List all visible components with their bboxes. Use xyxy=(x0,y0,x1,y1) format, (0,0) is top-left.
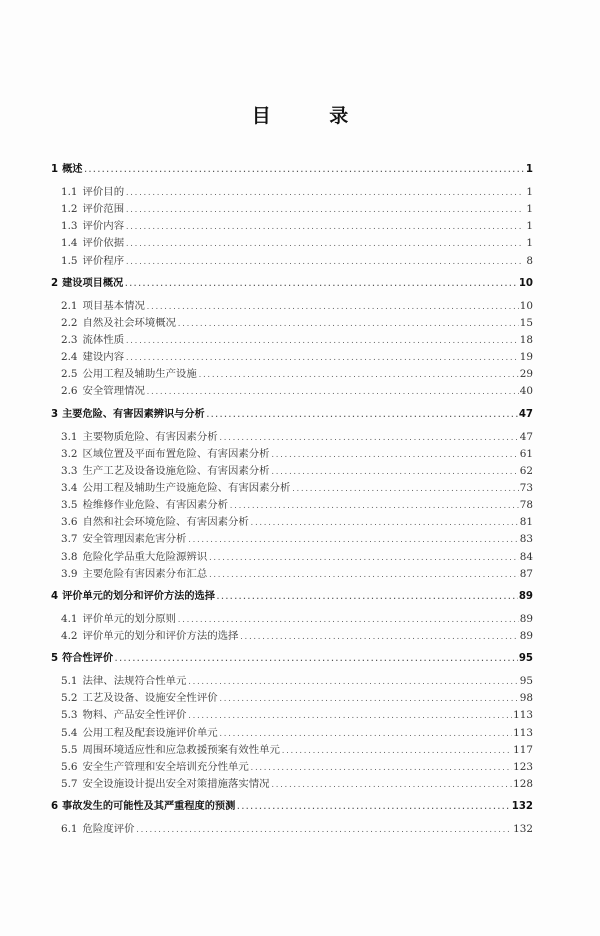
dot-leader xyxy=(124,275,518,293)
toc-section-entry[interactable] xyxy=(51,690,533,707)
toc-entry-title: 周围环境适应性和应急救援预案有效性单元 xyxy=(82,743,280,756)
toc-entry-title: 评价范围 xyxy=(82,203,125,216)
toc-section-entry[interactable] xyxy=(51,821,533,838)
toc-entry-page-number: 1 xyxy=(525,164,533,175)
toc-entry-page-number: 89 xyxy=(518,590,533,602)
dot-leader xyxy=(271,447,519,464)
toc-section-entry[interactable] xyxy=(51,184,533,201)
dot-leader xyxy=(187,674,518,691)
toc-entry-title: 危险化学品重大危险源辨识 xyxy=(82,550,208,563)
dot-leader xyxy=(125,219,524,236)
page-title: 目 录 xyxy=(251,105,375,127)
toc-entry-number: 3.2 xyxy=(61,447,78,460)
toc-section-entry[interactable] xyxy=(51,315,533,332)
toc-entry-number: 1.4 xyxy=(61,237,78,250)
toc-entry-page-number: 15 xyxy=(519,316,533,329)
toc-entry-number: 5.7 xyxy=(61,777,78,790)
toc-entry-title: 事故发生的可能性及其严重程度的预测 xyxy=(62,801,236,813)
dot-leader xyxy=(291,481,518,498)
toc-entry-number: 2.2 xyxy=(61,316,78,329)
toc-section-entry[interactable] xyxy=(51,218,533,235)
toc-entry-title: 流体性质 xyxy=(82,333,125,346)
toc-section-entry[interactable] xyxy=(51,725,533,742)
dot-leader xyxy=(198,367,519,384)
toc-entry-number: 3.4 xyxy=(61,481,78,494)
toc-chapter-entry[interactable] xyxy=(51,798,533,816)
dot-leader xyxy=(219,726,513,743)
toc-entry-page-number: 128 xyxy=(513,777,533,790)
toc-section-entry[interactable] xyxy=(51,742,533,759)
toc-entry-number: 5.6 xyxy=(61,760,78,773)
toc-entry-page-number: 117 xyxy=(513,743,533,756)
dot-leader xyxy=(83,161,524,179)
toc-entry-page-number: 40 xyxy=(519,385,533,398)
toc-section-entry[interactable] xyxy=(51,549,533,566)
toc-entry-page-number: 113 xyxy=(513,709,533,722)
toc-section-entry[interactable] xyxy=(51,707,533,724)
toc-entry-title: 建设内容 xyxy=(82,351,125,364)
dot-leader xyxy=(146,384,519,401)
toc-entry-number: 5.1 xyxy=(61,675,78,688)
toc-entry-page-number: 81 xyxy=(519,516,533,529)
toc-entry-title: 概述 xyxy=(62,164,83,175)
toc-entry-page-number: 1 xyxy=(526,186,533,198)
toc-section-entry[interactable] xyxy=(51,497,533,514)
toc-entry-page-number: 1 xyxy=(526,237,533,250)
toc-chapter-entry[interactable] xyxy=(51,588,533,606)
toc-entry-title: 建设项目概况 xyxy=(62,277,124,289)
dot-leader xyxy=(146,299,519,316)
toc-entry-title: 安全管理情况 xyxy=(82,385,145,398)
toc-entry-page-number: 95 xyxy=(518,653,533,665)
toc-entry-page-number: 89 xyxy=(519,612,533,625)
toc-entry-number: 5.3 xyxy=(61,709,78,722)
toc-entry-number: 5.5 xyxy=(61,743,78,756)
toc-entry-title: 主要危险有害因素分布汇总 xyxy=(82,567,208,580)
toc-section-entry[interactable] xyxy=(51,480,533,497)
toc-entry-number: 1.1 xyxy=(61,186,78,198)
toc-section-entry[interactable] xyxy=(51,366,533,383)
toc-section-entry[interactable] xyxy=(51,514,533,531)
toc-entry-number: 5 xyxy=(51,653,59,665)
toc-entry-title: 评价单元的划分和评价方法的选择 xyxy=(62,590,215,602)
dot-leader xyxy=(208,550,519,567)
dot-leader xyxy=(177,316,519,333)
toc-entry-page-number: 10 xyxy=(518,277,533,289)
toc-entry-number: 2 xyxy=(51,277,59,289)
toc-entry-page-number: 89 xyxy=(519,629,533,642)
toc-entry-title: 评价内容 xyxy=(82,220,125,233)
toc-entry-page-number: 95 xyxy=(519,675,533,688)
toc-section-entry[interactable] xyxy=(51,298,533,315)
toc-entry-page-number: 62 xyxy=(519,464,533,477)
toc-section-entry[interactable] xyxy=(51,759,533,776)
toc-entry-page-number: 132 xyxy=(513,823,533,836)
toc-entry-number: 2.1 xyxy=(61,299,78,312)
toc-entry-page-number: 132 xyxy=(511,801,533,813)
toc-entry-number: 1 xyxy=(51,164,59,175)
toc-entry-page-number: 83 xyxy=(519,533,533,546)
toc-entry-page-number: 98 xyxy=(519,692,533,705)
toc-section-entry[interactable] xyxy=(51,776,533,793)
toc-entry-number: 1.3 xyxy=(61,220,78,233)
toc-entry-title: 检维修作业危险、有害因素分析 xyxy=(82,499,228,512)
dot-leader xyxy=(216,588,518,606)
toc-entry-page-number: 61 xyxy=(519,447,533,460)
toc-entry-number: 3.7 xyxy=(61,533,78,546)
toc-entry-number: 3 xyxy=(51,408,59,420)
toc-entry-page-number: 10 xyxy=(519,299,533,312)
dot-leader xyxy=(125,333,519,350)
toc-entry-page-number: 47 xyxy=(519,430,533,443)
toc-entry-number: 1.5 xyxy=(61,254,78,267)
toc-entry-page-number: 29 xyxy=(519,368,533,381)
toc-entry-page-number: 123 xyxy=(513,760,533,773)
toc-entry-title: 公用工程及配套设施评价单元 xyxy=(82,726,218,739)
toc-entry-number: 6 xyxy=(51,801,59,813)
toc-entry-title: 评价单元的划分和评价方法的选择 xyxy=(82,629,239,642)
toc-section-entry[interactable] xyxy=(51,201,533,218)
toc-entry-title: 公用工程及辅助生产设施危险、有害因素分析 xyxy=(82,481,291,494)
toc-section-entry[interactable] xyxy=(51,383,533,400)
toc-section-entry[interactable] xyxy=(51,531,533,548)
toc-entry-title: 安全生产管理和安全培训充分性单元 xyxy=(82,760,249,773)
toc-entry-page-number: 8 xyxy=(526,254,533,267)
dot-leader xyxy=(125,185,524,202)
toc-section-entry[interactable] xyxy=(51,463,533,480)
toc-entry-title: 评价依据 xyxy=(82,237,125,250)
toc-section-entry[interactable] xyxy=(51,566,533,583)
toc-entry-page-number: 73 xyxy=(519,481,533,494)
toc-entry-page-number: 87 xyxy=(519,567,533,580)
toc-entry-page-number: 47 xyxy=(518,408,533,420)
toc-entry-title: 评价目的 xyxy=(82,186,125,198)
dot-leader xyxy=(219,430,519,447)
toc-entry-page-number: 19 xyxy=(519,351,533,364)
toc-entry-number: 3.1 xyxy=(61,430,78,443)
toc-entry-title: 法律、法规符合性单元 xyxy=(82,675,187,688)
toc-entry-number: 5.4 xyxy=(61,726,78,739)
dot-leader xyxy=(114,650,518,668)
toc-section-entry[interactable] xyxy=(51,235,533,252)
toc-entry-title: 公用工程及辅助生产设施 xyxy=(82,368,197,381)
toc-entry-page-number: 1 xyxy=(526,220,533,233)
toc-entry-number: 2.4 xyxy=(61,351,78,364)
dot-leader xyxy=(187,708,512,725)
toc-entry-number: 4.2 xyxy=(61,629,78,642)
toc-entry-number: 1.2 xyxy=(61,203,78,216)
toc-entry-number: 5.2 xyxy=(61,692,78,705)
toc-entry-number: 3.8 xyxy=(61,550,78,563)
toc-chapter-entry[interactable] xyxy=(51,406,533,424)
dot-leader xyxy=(208,567,519,584)
toc-section-entry[interactable] xyxy=(51,446,533,463)
dot-leader xyxy=(125,254,524,271)
dot-leader xyxy=(125,202,524,219)
toc-section-entry[interactable] xyxy=(51,628,533,645)
dot-leader xyxy=(187,532,518,549)
toc-entry-page-number: 113 xyxy=(513,726,533,739)
toc-entry-number: 2.6 xyxy=(61,385,78,398)
toc-section-entry[interactable] xyxy=(51,673,533,690)
toc-entry-title: 评价单元的划分原则 xyxy=(82,612,177,625)
toc-entry-number: 4.1 xyxy=(61,612,78,625)
toc-entry-number: 3.6 xyxy=(61,516,78,529)
toc-entry-page-number: 84 xyxy=(519,550,533,563)
table-of-contents xyxy=(51,161,533,838)
toc-entry-title: 项目基本情况 xyxy=(82,299,145,312)
toc-entry-title: 物料、产品安全性评价 xyxy=(82,709,187,722)
toc-chapter-entry[interactable] xyxy=(51,650,533,668)
dot-leader xyxy=(250,515,519,532)
toc-entry-title: 工艺及设备、设施安全性评价 xyxy=(82,692,218,705)
dot-leader xyxy=(250,760,512,777)
toc-section-entry[interactable] xyxy=(51,253,533,270)
dot-leader xyxy=(271,464,519,481)
dot-leader xyxy=(135,822,512,839)
toc-entry-title: 区域位置及平面布置危险、有害因素分析 xyxy=(82,447,270,460)
toc-entry-title: 符合性评价 xyxy=(62,653,114,665)
dot-leader xyxy=(125,236,524,253)
toc-entry-title: 评价程序 xyxy=(82,254,125,267)
toc-entry-number: 4 xyxy=(51,590,59,602)
toc-entry-number: 3.5 xyxy=(61,499,78,512)
dot-leader xyxy=(271,777,513,794)
toc-entry-title: 生产工艺及设备设施危险、有害因素分析 xyxy=(82,464,270,477)
toc-section-entry[interactable] xyxy=(51,429,533,446)
toc-section-entry[interactable] xyxy=(51,611,533,628)
dot-leader xyxy=(236,798,510,816)
dot-leader xyxy=(206,406,518,424)
toc-chapter-entry[interactable] xyxy=(51,275,533,293)
toc-entry-page-number: 1 xyxy=(526,203,533,216)
toc-entry-title: 主要危险、有害因素辨识与分析 xyxy=(62,408,205,420)
dot-leader xyxy=(219,691,519,708)
toc-entry-title: 自然和社会环境危险、有害因素分析 xyxy=(82,516,249,529)
toc-entry-title: 危险度评价 xyxy=(82,823,135,836)
toc-entry-number: 3.9 xyxy=(61,567,78,580)
toc-entry-page-number: 78 xyxy=(519,499,533,512)
toc-entry-page-number: 18 xyxy=(519,333,533,346)
dot-leader xyxy=(239,629,518,646)
toc-chapter-entry[interactable] xyxy=(51,161,533,179)
toc-entry-title: 安全管理因素危害分析 xyxy=(82,533,187,546)
dot-leader xyxy=(229,498,519,515)
dot-leader xyxy=(281,743,512,760)
toc-entry-title: 自然及社会环境概况 xyxy=(82,316,177,329)
dot-leader xyxy=(125,350,519,367)
toc-entry-number: 2.3 xyxy=(61,333,78,346)
toc-entry-number: 6.1 xyxy=(61,823,78,836)
toc-entry-number: 3.3 xyxy=(61,464,78,477)
toc-entry-title: 安全设施设计提出安全对策措施落实情况 xyxy=(82,777,270,790)
toc-entry-title: 主要物质危险、有害因素分析 xyxy=(82,430,218,443)
toc-entry-number: 2.5 xyxy=(61,368,78,381)
toc-section-entry[interactable] xyxy=(51,332,533,349)
dot-leader xyxy=(177,612,519,629)
toc-section-entry[interactable] xyxy=(51,349,533,366)
